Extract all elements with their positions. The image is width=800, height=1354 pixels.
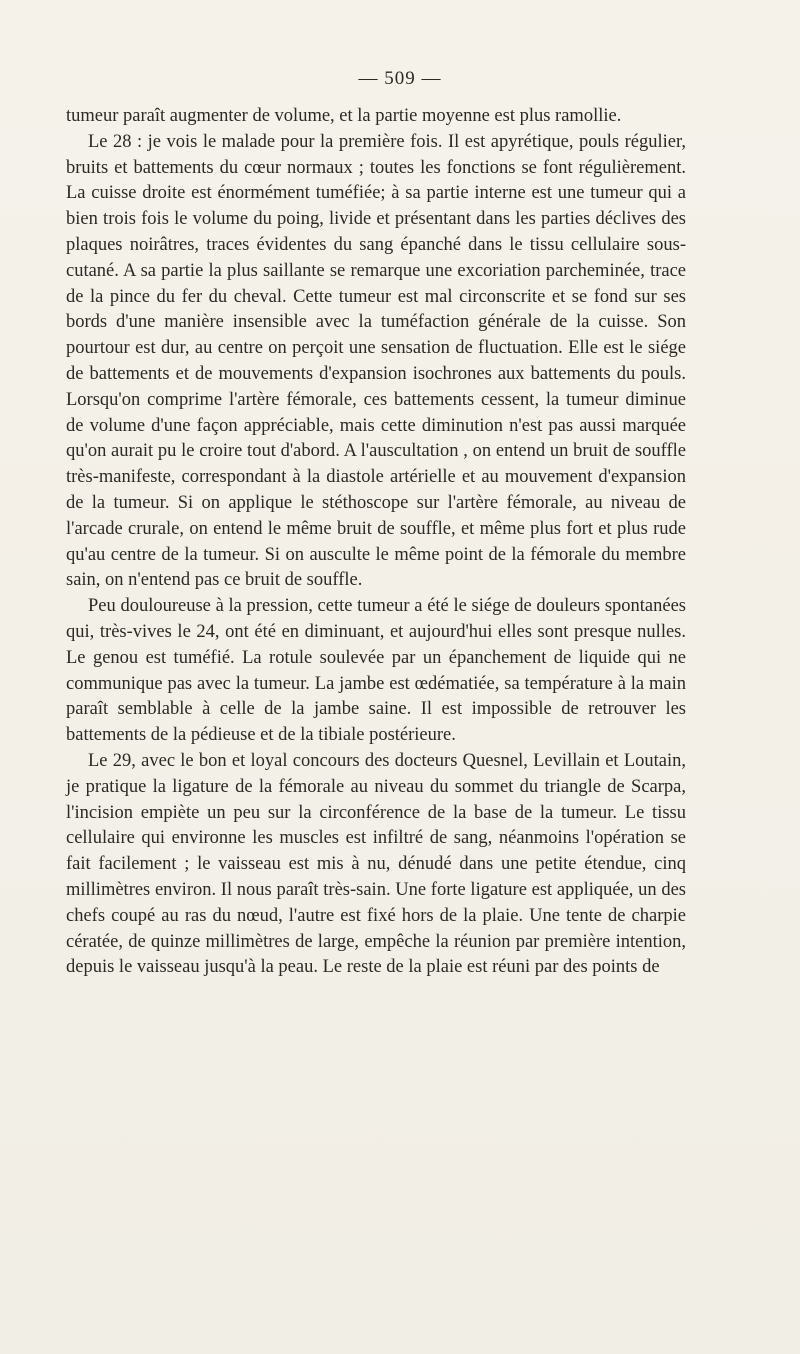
paragraph-1: tumeur paraît augmenter de volume, et la partie moyenne est plus ramollie. — [66, 106, 622, 126]
paragraph-2: Le 28 : je vois le malade pour la première fois. Il est apyrétique, pouls régulier, bruits et battements du cœur normaux ; toutes les fonctions se font régulièrement. La cuisse droite est énormément tuméfiée; à sa partie interne est une tumeur qui a bien trois fois le volume du poing, livide et présentant dans les parties déclives des plaques noirâtres, traces évidentes du sang épanché dans le tissu cellulaire sous-cutané. A sa partie la plus saillante se remarque une excoriation parcheminée, trace de la pince du fer du cheval. Cette tumeur est mal circonscrite et se fond sur ses bords d'une manière insensible avec la tuméfaction générale de la cuisse. Son pourtour est dur, au centre on perçoit une sensation de fluctuation. Elle est le siége de battements et de mouvements d'expansion isochrones aux battements du pouls. Lorsqu'on comprime l'artère fémorale, ces battements cessent, la tumeur diminue de volume d'une façon appréciable, mais cette diminution n'est pas aussi marquée qu'on aurait pu le croire tout d'abord. A l'auscultation , on entend un bruit de souffle très-manifeste, correspondant à la diastole artérielle et au mouvement d'expansion de la tumeur. Si on applique le stéthoscope sur l'artère fémorale, au niveau de l'arcade crurale, on entend le même bruit de souffle, et même plus fort et plus rude qu'au centre de la tumeur. Si on ausculte le même point de la fémorale du membre sain, on n'entend pas ce bruit de souffle. — [66, 131, 686, 591]
paragraph-3: Peu douloureuse à la pression, cette tumeur a été le siége de douleurs spontanées qui, très-vives le 24, ont été en diminuant, et aujourd'hui elles sont presque nulles. Le genou est tuméfié. La rotule soulevée par un épanchement de liquide qui ne communique pas avec la tumeur. La jambe est œdématiée, sa température à la main paraît semblable à celle de la jambe saine. Il est impossible de retrouver les battements de la pédieuse et de la tibiale postérieure. — [66, 596, 686, 746]
body-text — [66, 104, 686, 981]
paragraph-4: Le 29, avec le bon et loyal concours des docteurs Quesnel, Levillain et Loutain, je pratique la ligature de la fémorale au niveau du sommet du triangle de Scarpa, l'incision empiète un peu sur la circonférence de la base de la tumeur. Le tissu cellulaire qui environne les muscles est infiltré de sang, néanmoins l'opération se fait facilement ; le vaisseau est mis à nu, dénudé dans une petite étendue, cinq millimètres environ. Il nous paraît très-sain. Une forte ligature est appliquée, un des chefs coupé au ras du nœud, l'autre est fixé hors de la plaie. Une tente de charpie cératée, de quinze millimètres de large, empêche la réunion par première intention, depuis le vaisseau jusqu'à la peau. Le reste de la plaie est réuni par des points de — [66, 750, 686, 978]
page-number: — 509 — — [358, 68, 442, 89]
